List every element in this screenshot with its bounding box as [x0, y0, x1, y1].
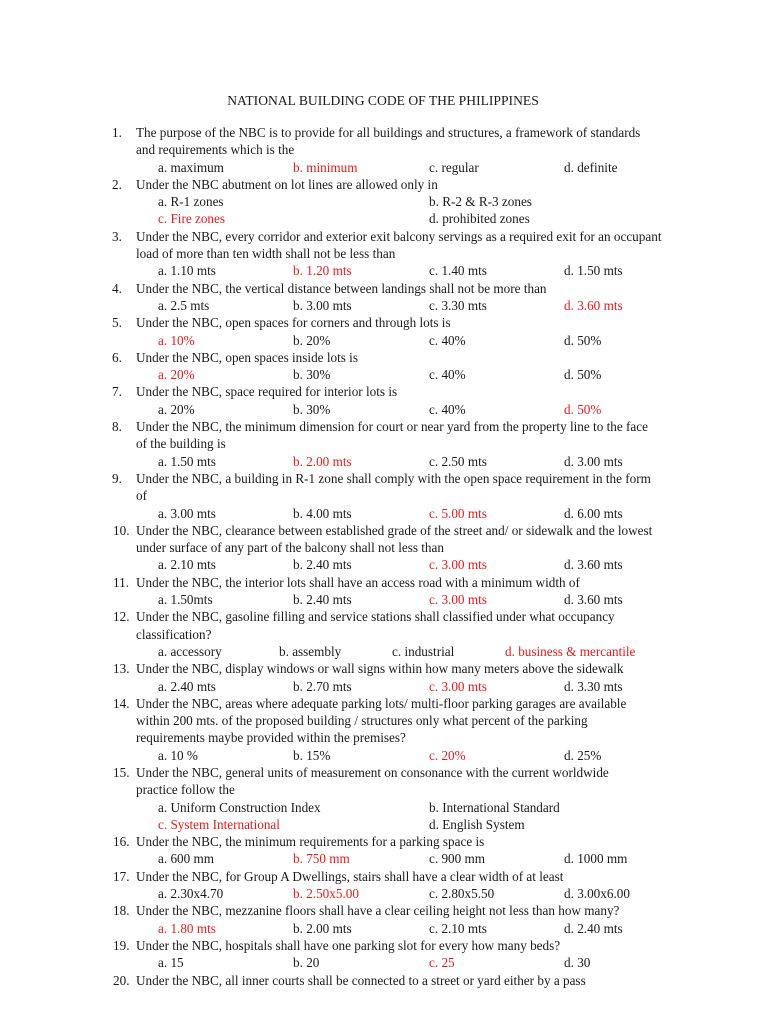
question-text: Under the NBC abutment on lot lines are allowed only in: [136, 176, 438, 192]
question-text: Under the NBC, every corridor and exterior exit balcony servings as a required exit for an occupant load of more than ten width shall not be less than: [136, 228, 662, 262]
question-17: [112, 868, 652, 903]
question-10: [112, 522, 652, 574]
question-11: [112, 574, 652, 609]
question-19: [112, 937, 652, 972]
answer-options: [136, 193, 652, 228]
question-number: 20.: [113, 972, 130, 988]
answer-option-a: a. accessory: [158, 643, 222, 659]
answer-option-b: b. R-2 & R-3 zones: [429, 194, 532, 210]
answer-option-d: d. English System: [429, 816, 525, 832]
answer-option-d: d. 1.50 mts: [564, 263, 623, 279]
question-5: [112, 314, 652, 349]
answer-option-b-correct: b. 1.20 mts: [293, 263, 352, 279]
question-number: 10.: [113, 522, 130, 538]
answer-options: [136, 297, 652, 314]
answer-options: [136, 159, 652, 176]
answer-option-d: d. 50%: [564, 332, 602, 348]
question-6: [112, 349, 652, 384]
answer-option-d: d. 3.60 mts: [564, 557, 623, 573]
question-text: Under the NBC, space required for interior lots is: [136, 384, 398, 400]
answer-option-c-correct: c. 25: [429, 955, 455, 971]
answer-options: [136, 262, 652, 279]
answer-option-b: b. 30%: [293, 401, 331, 417]
answer-option-a: a. 1.50 mts: [158, 453, 216, 469]
question-number: 13.: [113, 661, 130, 677]
document-title: NATIONAL BUILDING CODE OF THE PHILIPPINES: [227, 93, 539, 108]
question-number: 14.: [113, 695, 130, 711]
answer-option-d: d. prohibited zones: [429, 211, 530, 227]
answer-option-b: b. 30%: [293, 367, 331, 383]
answer-options: [136, 505, 652, 522]
question-number: 18.: [113, 903, 130, 919]
question-text: Under the NBC, open spaces for corners and through lots is: [136, 315, 451, 331]
answer-option-c-correct: c. 5.00 mts: [429, 505, 487, 521]
answer-option-b-correct: b. 2.00 mts: [293, 453, 352, 469]
answer-option-b-correct: b. 2.50x5.00: [293, 886, 359, 902]
answer-option-a: a. Uniform Construction Index: [158, 799, 321, 815]
answer-options: [136, 885, 652, 902]
question-text: Under the NBC, display windows or wall signs within how many meters above the sidewalk: [136, 661, 624, 677]
answer-option-b: b. 2.40 mts: [293, 592, 352, 608]
answer-option-a: a. 2.5 mts: [158, 297, 210, 313]
answer-option-a: a. maximum: [158, 159, 224, 175]
question-number: 11.: [113, 574, 129, 590]
answer-option-a: a. 2.10 mts: [158, 557, 216, 573]
question-text: Under the NBC, for Group A Dwellings, stairs shall have a clear width of at least: [136, 868, 564, 884]
answer-option-b: b. 4.00 mts: [293, 505, 352, 521]
question-list: [112, 124, 662, 989]
answer-option-c: c. 2.50 mts: [429, 453, 487, 469]
answer-option-c: c. 40%: [429, 401, 466, 417]
question-12: [112, 608, 652, 660]
answer-option-c-correct: c. 3.00 mts: [429, 592, 487, 608]
answer-options: [136, 920, 652, 937]
answer-option-a: a. 2.40 mts: [158, 678, 216, 694]
question-number: 15.: [113, 764, 130, 780]
question-number: 9.: [112, 470, 122, 486]
answer-options: [136, 954, 652, 971]
answer-option-a: a. R-1 zones: [158, 194, 224, 210]
question-number: 4.: [112, 280, 122, 296]
answer-option-a: a. 3.00 mts: [158, 505, 216, 521]
question-text: Under the NBC, hospitals shall have one parking slot for every how many beds?: [136, 937, 561, 953]
answer-option-b: b. International Standard: [429, 799, 560, 815]
answer-option-a: a. 15: [158, 955, 184, 971]
answer-option-b: b. 15%: [293, 747, 331, 763]
answer-options: [136, 747, 652, 764]
answer-option-c-correct: c. System International: [158, 816, 280, 832]
answer-option-a-correct: a. 1.80 mts: [158, 920, 216, 936]
question-text: Under the NBC, the interior lots shall have an access road with a minimum width of: [136, 574, 580, 590]
answer-option-d: d. 50%: [564, 367, 602, 383]
question-3: [112, 228, 662, 280]
question-number: 6.: [112, 349, 122, 365]
answer-option-c: c. 2.10 mts: [429, 920, 487, 936]
answer-option-d: d. 3.00 mts: [564, 453, 623, 469]
answer-option-d: d. 6.00 mts: [564, 505, 623, 521]
question-text: Under the NBC, all inner courts shall be connected to a street or yard either by a pass: [136, 972, 586, 988]
answer-option-b: b. 2.70 mts: [293, 678, 352, 694]
answer-option-b-correct: b. minimum: [293, 159, 358, 175]
answer-options: [136, 591, 652, 608]
answer-option-c: c. regular: [429, 159, 479, 175]
question-text: Under the NBC, a building in R-1 zone shall comply with the open space requirement in the form of: [136, 470, 651, 504]
question-18: [112, 902, 652, 937]
question-number: 17.: [113, 868, 130, 884]
question-number: 19.: [113, 937, 130, 953]
question-number: 5.: [112, 315, 122, 331]
answer-option-c: c. 1.40 mts: [429, 263, 487, 279]
answer-option-a: a. 1.50mts: [158, 592, 213, 608]
answer-option-c-correct: c. Fire zones: [158, 211, 226, 227]
question-number: 16.: [113, 834, 130, 850]
answer-option-a: a. 10 %: [158, 747, 198, 763]
question-number: 8.: [112, 419, 122, 435]
question-2: [112, 176, 652, 228]
question-9: [112, 470, 652, 522]
question-number: 3.: [112, 228, 122, 244]
answer-option-b: b. 20: [293, 955, 320, 971]
answer-option-c: c. 40%: [429, 367, 466, 383]
question-text: Under the NBC, areas where adequate parking lots/ multi-floor parking garages are available within 200 mts. of the proposed building / structures only what percent of the parking requirements maybe provided within the premises?: [136, 695, 627, 746]
question-text: Under the NBC, the minimum requirements for a parking space is: [136, 834, 485, 850]
question-text: The purpose of the NBC is to provide for all buildings and structures, a framework of standards and requirements which is the: [136, 125, 641, 158]
answer-option-d: d. 1000 mm: [564, 851, 628, 867]
answer-option-b: b. 20%: [293, 332, 331, 348]
answer-option-b: b. 2.40 mts: [293, 557, 352, 573]
question-number: 7.: [112, 384, 122, 400]
answer-option-d: d. 30: [564, 955, 591, 971]
answer-option-d: d. 3.60 mts: [564, 592, 623, 608]
answer-options: [136, 332, 652, 349]
answer-option-a: a. 600 mm: [158, 851, 215, 867]
answer-option-a-correct: a. 20%: [158, 367, 195, 383]
question-number: 12.: [113, 609, 130, 625]
question-14: [112, 695, 652, 764]
answer-options: [136, 401, 652, 418]
question-text: Under the NBC, gasoline filling and service stations shall classified under what occupancy classification?: [136, 609, 615, 642]
answer-option-d: d. 3.30 mts: [564, 678, 623, 694]
answer-option-c: c. 2.80x5.50: [429, 886, 495, 902]
question-4: [112, 280, 652, 315]
answer-option-a-correct: a. 10%: [158, 332, 195, 348]
answer-option-a: a. 20%: [158, 401, 195, 417]
question-text: Under the NBC, the minimum dimension for court or near yard from the property line to the face of the building is: [136, 419, 648, 452]
question-7: [112, 383, 652, 418]
question-text: Under the NBC, mezzanine floors shall have a clear ceiling height not less than how many?: [136, 903, 620, 919]
answer-options: [136, 556, 652, 573]
answer-options: [136, 643, 652, 660]
question-text: Under the NBC, open spaces inside lots is: [136, 349, 358, 365]
question-20: [112, 972, 652, 989]
question-1: [112, 124, 652, 176]
question-number: 1.: [112, 125, 122, 140]
answer-option-d-correct: d. 50%: [564, 401, 602, 417]
question-text: Under the NBC, general units of measurement on consonance with the current worldwide practice follow the: [136, 764, 609, 798]
question-number: 2.: [112, 176, 122, 192]
answer-options: [136, 850, 652, 867]
answer-option-c-correct: c. 3.00 mts: [429, 557, 487, 573]
answer-option-c-correct: c. 20%: [429, 747, 466, 763]
answer-options: [136, 678, 652, 695]
question-16: [112, 833, 652, 868]
answer-option-d: d. definite: [564, 159, 618, 175]
answer-option-d: d. 3.00x6.00: [564, 886, 630, 902]
answer-option-c: c. industrial: [392, 643, 455, 659]
question-15: [112, 764, 652, 833]
answer-options: [136, 453, 652, 470]
answer-option-a: a. 1.10 mts: [158, 263, 216, 279]
answer-option-a: a. 2.30x4.70: [158, 886, 224, 902]
answer-option-b-correct: b. 750 mm: [293, 851, 350, 867]
answer-option-c: c. 40%: [429, 332, 466, 348]
answer-option-d-correct: d. business & mercantile: [505, 643, 636, 659]
question-text: Under the NBC, the vertical distance between landings shall not be more than: [136, 280, 547, 296]
answer-options: [136, 366, 652, 383]
answer-option-b: b. 2.00 mts: [293, 920, 352, 936]
answer-option-c: c. 900 mm: [429, 851, 486, 867]
answer-option-b: b. assembly: [279, 643, 342, 659]
question-8: [112, 418, 652, 470]
answer-option-c: c. 3.30 mts: [429, 297, 487, 313]
question-text: Under the NBC, clearance between established grade of the street and/ or sidewalk and the lowest under surface of any part of the balcony shall not less than: [136, 522, 653, 556]
answer-option-d: d. 2.40 mts: [564, 920, 623, 936]
answer-option-d-correct: d. 3.60 mts: [564, 297, 623, 313]
question-13: [112, 660, 652, 695]
answer-option-d: d. 25%: [564, 747, 602, 763]
answer-options: [136, 799, 652, 834]
answer-option-c-correct: c. 3.00 mts: [429, 678, 487, 694]
answer-option-b: b. 3.00 mts: [293, 297, 352, 313]
